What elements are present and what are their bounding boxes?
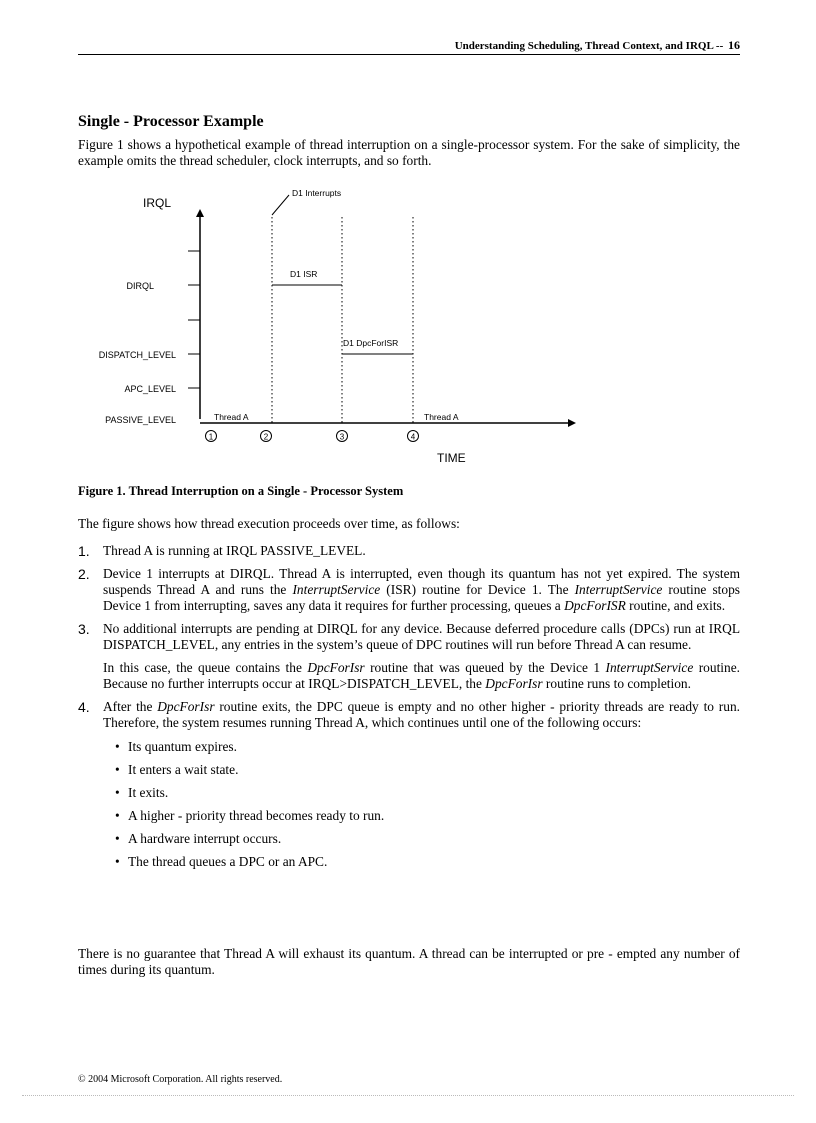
figure-caption: Figure 1. Thread Interruption on a Single - Processor System <box>78 484 404 498</box>
svg-text:3: 3 <box>339 432 345 442</box>
page-number: 16 <box>728 38 740 52</box>
list-item <box>78 621 740 692</box>
svg-text:2: 2 <box>263 432 269 442</box>
copyright-footer: © 2004 Microsoft Corporation. All rights reserved. <box>78 1074 283 1085</box>
list-item <box>78 699 740 870</box>
thread-a-label-1: Thread A <box>214 412 249 422</box>
bullet-item: • A higher - priority thread becomes ready to run. <box>115 808 385 823</box>
level-apc: APC_LEVEL <box>124 384 176 394</box>
closing-paragraph: There is no guarantee that Thread A will exhaust its quantum. A thread can be interrupted or pre - empted any number of times during its quantum. <box>78 946 740 977</box>
bullet-item: • It exits. <box>115 785 169 800</box>
step-number: 3. <box>78 621 90 637</box>
intro-paragraph: Figure 1 shows a hypothetical example of thread interruption on a single-processor system. For the sake of simplicity, the example omits the thread scheduler, clock interrupts, and so forth. <box>78 137 740 168</box>
step-number: 2. <box>78 566 90 582</box>
y-axis-label: IRQL <box>143 196 172 210</box>
level-dispatch: DISPATCH_LEVEL <box>98 350 176 360</box>
d1-interrupts-label: D1 Interrupts <box>292 188 342 198</box>
step-number: 1. <box>78 543 90 559</box>
x-axis-label: TIME <box>437 451 466 465</box>
step-number: 4. <box>78 699 90 715</box>
step-extra-text: In this case, the queue contains the DpcForIsr routine that was queued by the Device 1 InterruptService routine. Because no further interrupts occur at IRQL>DISPATCH_LEVEL, the DpcForIsr routine runs to completion. <box>103 660 741 691</box>
list-item <box>78 543 740 559</box>
thread-a-label-2: Thread A <box>424 412 459 422</box>
x-axis-arrow <box>568 419 576 427</box>
bullet-item: • It enters a wait state. <box>115 762 239 777</box>
bullet-list <box>103 739 740 870</box>
marker-1 <box>206 431 217 442</box>
irql-timeline-diagram <box>70 183 590 473</box>
marker-4 <box>408 431 419 442</box>
y-axis-arrow <box>196 209 204 217</box>
list-item <box>78 566 740 614</box>
step-text: After the DpcForIsr routine exits, the DPC queue is empty and no other higher - priority threads are ready to run. Therefore, the system resumes running Thread A, which continues until one of the following occurs: <box>103 699 740 730</box>
svg-text:1: 1 <box>208 432 214 442</box>
bullet-item: • The thread queues a DPC or an APC. <box>115 854 328 869</box>
step-text: Device 1 interrupts at DIRQL. Thread A is interrupted, even though its quantum has not yet expired. The system suspends Thread A and runs the InterruptService (ISR) routine for Device 1. The InterruptService routine stops Device 1 from interrupting, saves any data it requires for further processing, queues a DpcForISR routine, and exits. <box>103 566 740 613</box>
marker-3 <box>337 431 348 442</box>
running-header <box>78 38 740 55</box>
running-title: Understanding Scheduling, Thread Context, and IRQL -- <box>454 40 724 52</box>
marker-2 <box>261 431 272 442</box>
steps-list <box>78 543 740 877</box>
step-text: No additional interrupts are pending at DIRQL for any device. Because deferred procedure calls (DPCs) run at IRQL DISPATCH_LEVEL, any entries in the system’s queue of DPC routines will run before Thread A can resume. <box>103 621 740 652</box>
d1-dpc-label: D1 DpcForISR <box>343 338 399 348</box>
section-title: Single - Processor Example <box>78 113 264 130</box>
level-passive: PASSIVE_LEVEL <box>105 415 176 425</box>
level-dirql: DIRQL <box>126 281 154 291</box>
bullet-item: • A hardware interrupt occurs. <box>115 831 282 846</box>
bullet-item: • Its quantum expires. <box>115 739 237 754</box>
step-text: Thread A is running at IRQL PASSIVE_LEVEL. <box>103 543 366 558</box>
page-bottom-divider <box>22 1095 794 1096</box>
d1-isr-label: D1 ISR <box>290 269 318 279</box>
lead-paragraph: The figure shows how thread execution proceeds over time, as follows: <box>78 516 460 531</box>
svg-text:4: 4 <box>410 432 416 442</box>
